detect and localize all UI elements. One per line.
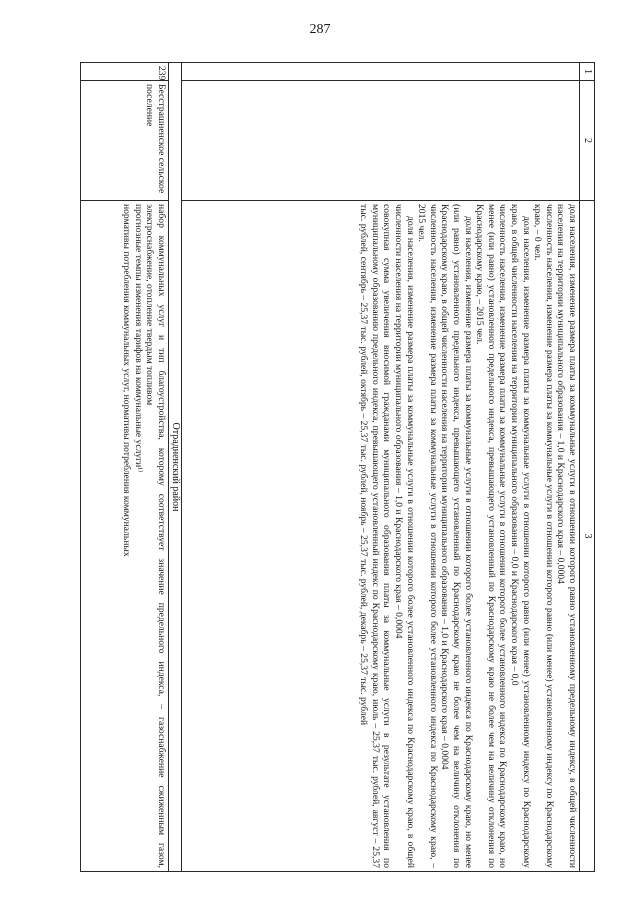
tariff-table [80,62,595,872]
table-header-row [580,63,595,872]
paragraph: набор коммунальных услуг и тип благоустройства, которому соответствует значение предельного индекса, – газоснабжение сжиженным газом, электроснабжение, отопление твердым топливом [144,204,168,868]
paragraph: доля населения, изменение размера платы за коммунальные услуги в отношении которого более установленного индекса по Краснодарскому краю, в общей численности населения на территории муниципального образования – 1,0 и Краснодарского края – 0,0004 [393,204,416,868]
paragraph: численность населения, изменение размера платы за коммунальные услуги в отношении которого равно (или менее) установленному индексу по Краснодарскому краю, – 0 чел. [532,204,555,868]
paragraph: доля населения, изменение размера платы за коммунальные услуги в отношении которого равно установленному предельному индексу, в общей численности населения на территории муниципального образования – 1,0 и Краснодарского края – 0,0004 [555,204,578,868]
district-heading: Отрадненский район [169,63,182,872]
table-row [81,63,169,872]
district-row [169,63,182,872]
paragraph: численность населения, изменение размера платы за коммунальные услуги в отношении которого более установленного индекса по Краснодарскому краю, – 2015 чел. [416,204,439,868]
paragraph: нормативы потребления коммунальных услуг, нормативы потребления коммунальных [121,204,133,557]
indicators-cell [182,201,580,872]
settlement-cell [182,81,580,201]
paragraph: прогнозные темпы изменения тарифов на коммунальные услуги¹⁾ [132,204,144,473]
paragraph: численность населения, изменение размера платы за коммунальные услуги в отношении которого более установленного индекса по Краснодарскому краю, но менее (или равно) установленного предельного индекса, превышающего установленный по Краснодарскому краю не более чем на величину отклонения по Краснодарскому краю, – 2015 чел. [474,204,509,868]
paragraph: совокупная сумма увеличения вносимой гражданами муниципального образования платы за коммунальные услуги в результате установления по муниципальному образованию предельного индекса, превышающего установленный индекс по Краснодарскому краю, июль – 25,37 тыс. рублей, август – 25,37 тыс. рублей, сентябрь – 25,37 тыс. рублей, октябрь – 25,37 тыс. рублей, ноябрь – 25,37 тыс. рублей, декабрь – 25,37 тыс. рублей [358,204,393,868]
header-col-2: 2 [580,81,595,201]
paragraph: доля населения, изменение размера платы за коммунальные услуги в отношении которого более установленного индекса по Краснодарскому краю, но менее (или равно) установленного предельного индекса, превышающего установленный по Краснодарскому краю не более чем на величину отклонения по Краснодарскому краю, в общей численности населения на территории муниципального образования – 1,0 и Краснодарского края – 0,0004 [439,204,474,868]
page-number: 287 [309,22,331,37]
row-number-cell: 239 [81,63,169,81]
header-col-1: 1 [580,63,595,81]
row-number-cell [182,63,580,81]
paragraph: доля населения, изменение размера платы за коммунальные услуги в отношении которого равно (или менее) установленному индексу по Краснодарскому краю, в общей численности населения на территории муниципального образования – 0,0 и Краснодарского края – 0,0 [509,204,532,868]
header-col-3: 3 [580,201,595,872]
table-row-continued [182,63,580,872]
indicators-cell [81,201,169,872]
settlement-cell: Бесстрашненское сельское поселение [81,81,169,201]
rotated-table-container [80,62,595,872]
